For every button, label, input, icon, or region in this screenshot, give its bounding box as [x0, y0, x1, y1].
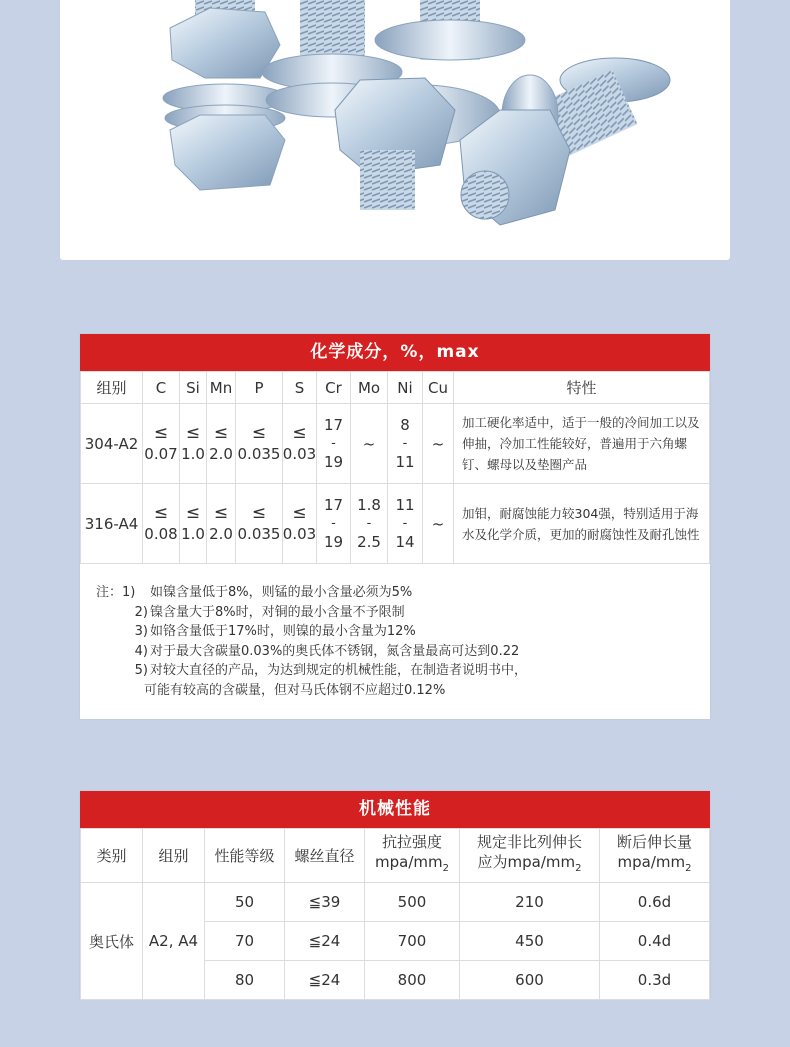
note-number: 5) [134, 663, 148, 678]
header-tensile [365, 829, 460, 883]
range-dash: - [331, 435, 336, 451]
header-group: 组别 [143, 829, 205, 883]
grade-cell: 70 [205, 922, 285, 961]
header-c: C [143, 372, 180, 404]
bolts-image [60, 0, 730, 260]
header-elongation-line1: 断后伸长量 [616, 833, 692, 851]
group-cell: 316-A4 [81, 484, 143, 564]
note-item [96, 642, 710, 662]
subscript-2: 2 [685, 863, 692, 874]
chemical-header-row [81, 372, 710, 404]
header-mo: Mo [351, 372, 388, 404]
header-grade: 性能等级 [205, 829, 285, 883]
mechanical-table [80, 828, 710, 1000]
note-item [96, 583, 710, 603]
product-photo [60, 0, 730, 260]
range-dash: - [331, 515, 336, 531]
diameter-cell: ≦39 [285, 883, 365, 922]
ni-max: 11 [395, 452, 415, 471]
header-ni: Ni [388, 372, 423, 404]
note-text: 镍含量大于8%时，对铜的最小含量不予限制 [150, 604, 405, 620]
header-cu: Cu [423, 372, 454, 404]
leq-symbol: ≤ [292, 423, 307, 443]
elongation-cell: 0.3d [600, 961, 710, 1000]
header-yield [460, 829, 600, 883]
mo-max: 2.5 [357, 532, 381, 551]
note-text: 如镍含量低于8%，则锰的最小含量必须为5% [150, 585, 413, 600]
note-number: 3) [134, 624, 148, 639]
si-value: 1.0 [181, 525, 205, 543]
group-cell: A2, A4 [143, 883, 205, 1000]
note-text: 对较大直径的产品，为达到规定的机械性能，在制造者说明书中， [150, 663, 528, 678]
ni-max: 14 [395, 532, 415, 551]
mechanical-header-row [81, 829, 710, 883]
tensile-cell: 500 [365, 883, 460, 922]
cr-max: 19 [323, 532, 344, 551]
elongation-cell: 0.6d [600, 883, 710, 922]
header-yield-line2: 应为mpa/mm [477, 853, 576, 871]
leq-symbol: ≤ [213, 423, 229, 443]
range-dash: - [402, 435, 408, 451]
c-value: 0.08 [144, 525, 178, 543]
diameter-cell: ≦24 [285, 961, 365, 1000]
header-group: 组别 [81, 372, 143, 404]
properties-cell: 加工硬化率适中，适于一般的冷间加工以及伸抽，冷加工性能较好，普遍用于六角螺钉、螺母以及垫圈产品 [454, 404, 710, 484]
note-item [96, 661, 710, 681]
header-properties: 特性 [454, 372, 710, 404]
note-item [96, 603, 710, 623]
header-s: S [283, 372, 317, 404]
note-number: 2) [134, 604, 148, 620]
mn-value: 2.0 [209, 525, 233, 543]
mo-value: ~ [351, 404, 388, 484]
header-tensile-line2: mpa/mm [375, 853, 443, 871]
table-row [81, 404, 710, 484]
yield-cell: 600 [460, 961, 600, 1000]
leq-symbol: ≤ [292, 503, 307, 523]
cr-min: 17 [323, 495, 344, 514]
mechanical-properties-section [80, 791, 710, 999]
leq-symbol: ≤ [185, 423, 201, 443]
leq-symbol: ≤ [213, 503, 229, 523]
header-elongation-line2: mpa/mm [617, 853, 686, 871]
table-row [81, 883, 710, 922]
note-text: 如铬含量低于17%时，则镍的最小含量为12% [150, 624, 416, 639]
si-value: 1.0 [181, 445, 205, 463]
header-tensile-line1: 抗拉强度 [381, 833, 442, 851]
header-elongation [600, 829, 710, 883]
cr-min: 17 [323, 415, 344, 434]
header-cr: Cr [317, 372, 351, 404]
header-p: P [236, 372, 283, 404]
header-si: Si [180, 372, 207, 404]
chemical-table [80, 371, 710, 564]
range-dash: - [366, 515, 372, 531]
note-continuation: 可能有较高的含碳量，但对马氏体钢不应超过0.12% [144, 682, 446, 698]
s-value: 0.03 [282, 445, 317, 463]
chemical-composition-section [80, 334, 710, 719]
elongation-cell: 0.4d [600, 922, 710, 961]
grade-cell: 80 [205, 961, 285, 1000]
cr-max: 19 [323, 452, 344, 471]
grade-cell: 50 [205, 883, 285, 922]
note-number: 1) [122, 585, 136, 600]
yield-cell: 450 [460, 922, 600, 961]
note-number: 4) [134, 643, 148, 659]
yield-cell: 210 [460, 883, 600, 922]
note-item [96, 622, 710, 642]
properties-cell: 加钼，耐腐蚀能力较304强，特别适用于海水及化学介质，更加的耐腐蚀性及耐孔蚀性 [454, 484, 710, 564]
chemical-title: 化学成分，%，max [80, 334, 710, 371]
group-cell: 304-A2 [81, 404, 143, 484]
header-category: 类别 [81, 829, 143, 883]
cu-value: ~ [423, 404, 454, 484]
p-value: 0.035 [237, 445, 281, 463]
p-value: 0.035 [237, 525, 281, 543]
subscript-2: 2 [442, 863, 449, 874]
cu-value: ~ [423, 484, 454, 564]
tensile-cell: 800 [365, 961, 460, 1000]
header-mn: Mn [207, 372, 236, 404]
mn-value: 2.0 [209, 445, 233, 463]
leq-symbol: ≤ [251, 423, 267, 443]
subscript-2: 2 [575, 863, 582, 874]
range-dash: - [402, 515, 408, 531]
leq-symbol: ≤ [153, 503, 169, 523]
diameter-cell: ≦24 [285, 922, 365, 961]
table-row [81, 484, 710, 564]
notes [80, 564, 710, 700]
category-cell: 奥氏体 [81, 883, 143, 1000]
note-text: 对于最大含碳量0.03%的奥氏体不锈钢，氮含量最高可达到0.22 [150, 643, 520, 659]
ni-min: 11 [395, 495, 415, 514]
c-value: 0.07 [144, 445, 178, 463]
ni-min: 8 [400, 415, 410, 434]
s-value: 0.03 [282, 525, 317, 543]
notes-label: 注： [96, 585, 123, 600]
leq-symbol: ≤ [153, 423, 169, 443]
mo-min: 1.8 [357, 495, 381, 514]
leq-symbol: ≤ [185, 503, 201, 523]
tensile-cell: 700 [365, 922, 460, 961]
header-yield-line1: 规定非比列伸长 [476, 833, 582, 851]
mechanical-title: 机械性能 [80, 791, 710, 828]
leq-symbol: ≤ [251, 503, 267, 523]
header-diameter: 螺丝直径 [285, 829, 365, 883]
